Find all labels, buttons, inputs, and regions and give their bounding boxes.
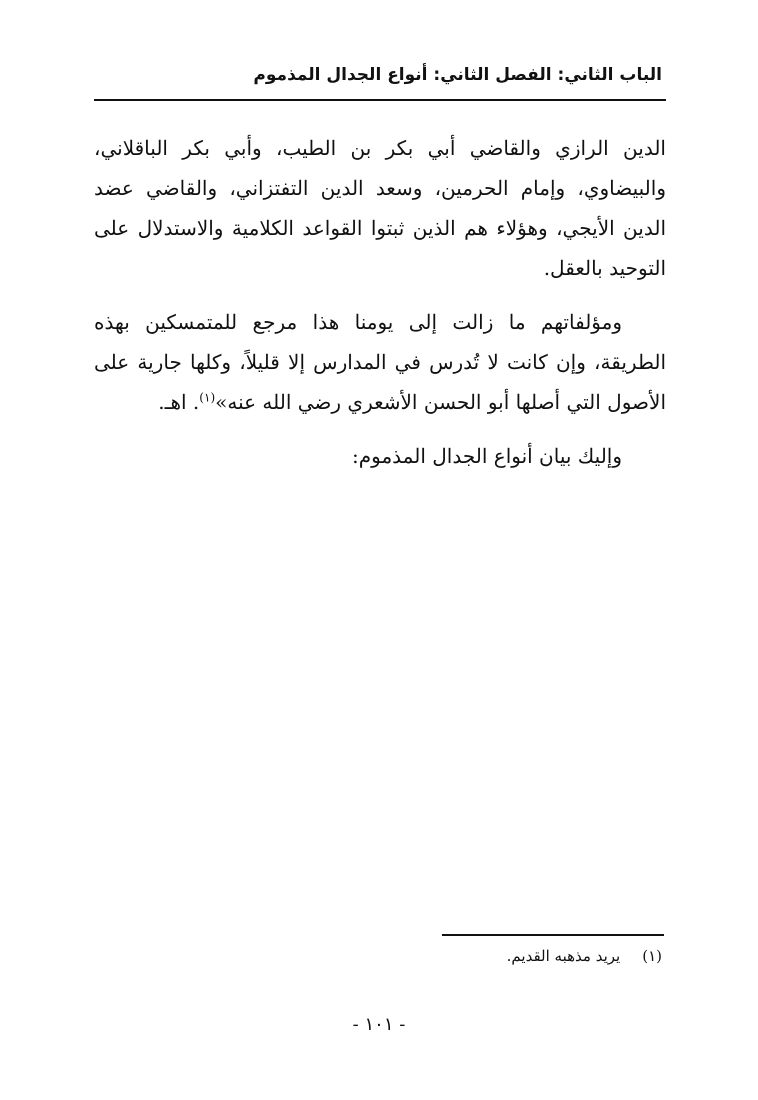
footnote <box>92 944 662 968</box>
paragraph: وإليك بيان أنواع الجدال المذموم: <box>352 444 622 468</box>
header-rule <box>94 99 666 101</box>
main-text <box>94 128 666 490</box>
running-head: الباب الثاني: الفصل الثاني: أنواع الجدال المذموم <box>253 65 662 85</box>
paragraph: الدين الرازي والقاضي أبي بكر بن الطيب، وأبي بكر الباقلاني، والبيضاوي، وإمام الحرمين، وسعد الدين التفتزاني، والقاضي عضد الدين الأيجي، وهؤلاء هم الذين ثبتوا القواعد الكلامية والاستدلال على التوحيد بالعقل. <box>94 136 666 280</box>
footnote-reference: (١) <box>199 390 216 405</box>
footnote-number: (١) <box>642 947 662 965</box>
paragraph <box>94 302 666 422</box>
paragraph-text: ومؤلفاتهم ما زالت إلى يومنا هذا مرجع للمتمسكين بهذه الطريقة، وإن كانت لا تُدرس في المدارس إلا قليلاً، وكلها جارية على الأصول التي أصلها أبو الحسن الأشعري رضي الله عنه» <box>94 310 666 414</box>
footnote-text: يريد مذهبه القديم. <box>506 947 621 965</box>
paragraph-tail: . اهـ. <box>158 390 200 414</box>
footnote-rule <box>442 934 664 936</box>
page-number: - ١٠١ - <box>352 1014 406 1035</box>
